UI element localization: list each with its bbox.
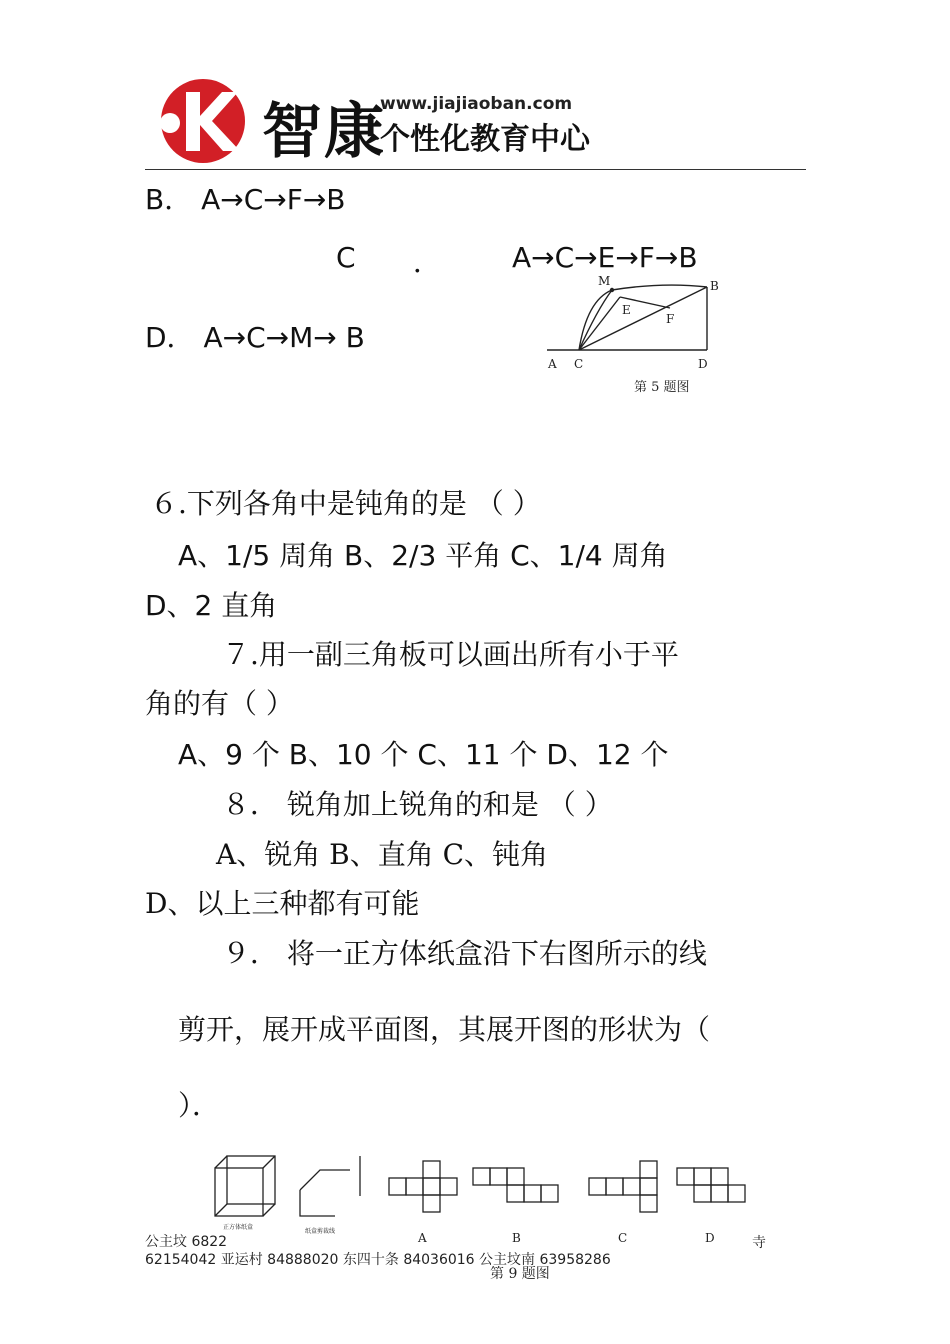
q8-options-line2: D、以上三种都有可能	[145, 887, 420, 920]
fig5-label-a: A	[548, 357, 557, 371]
fig9-label-c: C	[618, 1231, 628, 1245]
q5-option-c-path: A→C→E→F→B	[512, 241, 698, 274]
fig9-label-a: A	[418, 1231, 427, 1245]
figure-9-diagram	[205, 1150, 765, 1250]
fig5-label-d: D	[698, 357, 708, 371]
fig9-net-b	[473, 1168, 558, 1202]
fig5-caption: 第 5 题图	[634, 380, 690, 395]
brand-name: 智康	[262, 97, 386, 167]
q5-option-c-dot: ．	[413, 246, 442, 279]
q5-option-b: B． A→C→F→B	[145, 183, 346, 216]
fig5-label-c: C	[574, 357, 584, 371]
q7-stem-line1: ７.用一副三角板可以画出所有小于平	[222, 638, 679, 671]
q6-stem: ６.下列各角中是钝角的是 （ ）	[150, 487, 541, 520]
q9-stem-line2: 剪开，展开成平面图，其展开图的形状为（	[178, 1013, 711, 1046]
zhikang-logo-icon	[158, 78, 248, 164]
q5-option-c-letter: C	[336, 241, 356, 274]
fig9-cut-lines	[300, 1156, 360, 1216]
fig5-line-cb	[579, 287, 707, 350]
fig5-label-m: M	[598, 274, 611, 288]
fig9-cut-label: 纸盒剪裁线	[305, 1228, 336, 1235]
fig5-label-b: B	[710, 279, 719, 293]
fig9-cube-label: 正方体纸盒	[223, 1224, 254, 1231]
fig5-inner-arc	[579, 290, 612, 350]
q5-option-d: D． A→C→M→ B	[145, 321, 365, 354]
brand-tagline: 个性化教育中心	[380, 122, 590, 157]
brand-url: www.jiajiaoban.com	[380, 94, 573, 114]
q7-stem-line2: 角的有（ ）	[145, 687, 294, 720]
q9-stem-line1: ９． 将一正方体纸盒沿下右图所示的线	[222, 937, 707, 970]
footer-line1-right: 寺	[752, 1235, 766, 1251]
q6-options-line1: A、1/5 周角 B、2/3 平角 C、1/4 周角	[178, 539, 668, 572]
fig9-net-c	[589, 1161, 657, 1212]
footer-line1-left: 公主坟 6822	[145, 1234, 228, 1250]
q8-options-line1: A、锐角 B、直角 C、钝角	[216, 838, 549, 871]
fig9-cube	[215, 1156, 275, 1216]
fig5-label-e: E	[622, 303, 631, 317]
fig9-label-b: B	[512, 1231, 521, 1245]
q9-stem-line3: ）．	[178, 1089, 221, 1122]
q7-options: A、9 个 B、10 个 C、11 个 D、12 个	[178, 738, 669, 771]
q6-options-line2: D、2 直角	[145, 589, 278, 622]
fig9-net-a	[389, 1161, 457, 1212]
fig5-label-f: F	[666, 312, 675, 326]
q8-stem: ８． 锐角加上锐角的和是 （ ）	[222, 788, 613, 821]
fig9-caption: 第 9 题图	[490, 1266, 550, 1282]
header-divider	[145, 169, 806, 170]
footer-line2: 62154042 亚运村 84888020 东四十条 84036016 公主坟南 63958286	[145, 1252, 611, 1268]
figure-5-diagram	[542, 270, 732, 400]
fig9-net-d	[677, 1168, 745, 1202]
fig9-label-d: D	[705, 1231, 715, 1245]
